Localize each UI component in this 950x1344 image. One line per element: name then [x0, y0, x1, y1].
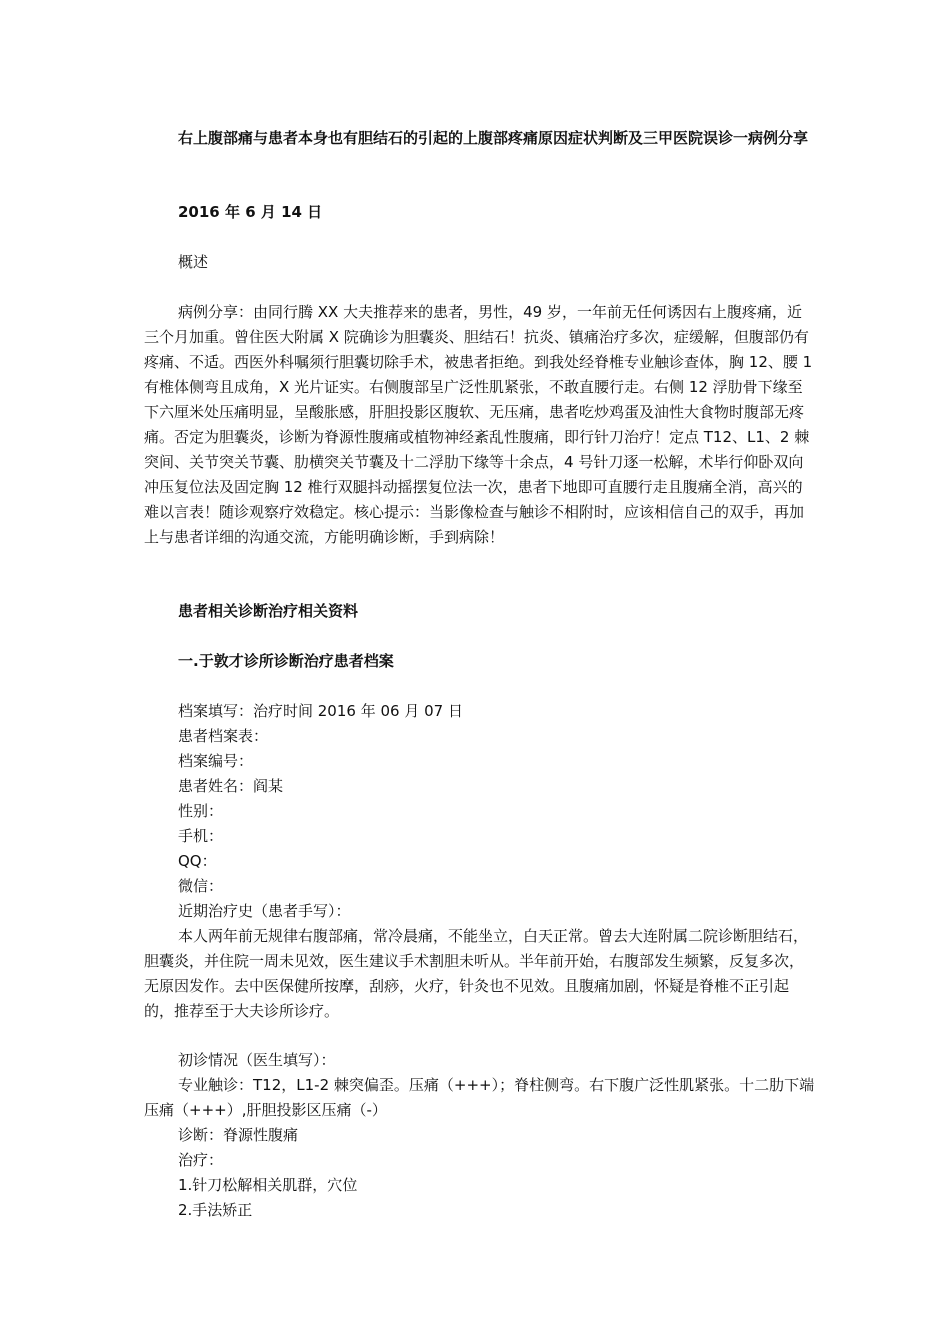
- history-text: 本人两年前无规律右腹部痛，常冷晨痛，不能坐立，白天正常。曾去大连附属二院诊断胆结石，胆囊炎，并住院一周未见效，医生建议手术割胆未听从。半年前开始，右腹部发生频繁，反复多次，无原因发作。去中医保健所按摩，刮痧，火疗，针灸也不见效。且腹痛加剧，怀疑是脊椎不正引起的，推荐至于大夫诊所诊疗。: [144, 927, 809, 1020]
- record-fill: 档案填写：治疗时间 2016 年 06 月 07 日: [178, 702, 463, 720]
- patient-record: [144, 699, 816, 1024]
- title-text: 右上腹部痛与患者本身也有胆结石的引起的上腹部疼痛原因症状判断及三甲医院误诊一病例分享: [178, 129, 809, 147]
- overview-paragraph: [144, 300, 816, 550]
- diagnosis-text: 诊断：脊源性腹痛: [178, 1126, 299, 1144]
- subsection-heading-text: 一.于敦才诊所诊断治疗患者档案: [178, 652, 394, 670]
- section-heading-text: 患者相关诊断治疗相关资料: [178, 602, 359, 620]
- record-qq: QQ：: [178, 852, 217, 870]
- subsection-heading: [144, 649, 850, 674]
- record-number: 档案编号：: [178, 752, 254, 770]
- initial-exam: [144, 1048, 816, 1223]
- overview-heading-text: 概述: [178, 253, 209, 271]
- section-heading: [144, 599, 850, 624]
- overview-text: 病例分享：由同行腾 XX 大夫推荐来的患者，男性，49 岁，一年前无任何诱因右上腹疼痛，近三个月加重。曾住医大附属 X 院确诊为胆囊炎、胆结石！抗炎、镇痛治疗多次，症缓解，但腹部仍有疼痛、不适。西医外科嘱须行胆囊切除手术，被患者拒绝。到我处经脊椎专业触诊查体，胸 12、腰 1 有椎体侧弯且成角，X 光片证实。右侧腹部呈广泛性肌紧张，不敢直腰行走。右侧 12 浮肋骨下缘至下六厘米处压痛明显，呈酸胀感，肝胆投影区腹软、无压痛，患者吃炒鸡蛋及油性大食物时腹部无疼痛。否定为胆囊炎，诊断为脊源性腹痛或植物神经紊乱性腹痛，即行针刀治疗！定点 T12、L1、2 棘突间、关节突关节囊、肋横突关节囊及十二浮肋下缘等十余点，4 号针刀逐一松解，术毕行仰卧双向冲压复位法及固定胸 12 椎行双腿抖动摇摆复位法一次，患者下地即可直腰行走且腹痛全消，高兴的难以言表！随诊观察疗效稳定。核心提示：当影像检查与触诊不相附时，应该相信自己的双手，再加上与患者详细的沟通交流，方能明确诊断，手到病除！: [144, 303, 813, 546]
- document-title: [144, 126, 816, 151]
- document-date: [144, 200, 850, 225]
- history-label: 近期治疗史（患者手写）：: [178, 902, 351, 920]
- record-name: 患者姓名：阎某: [178, 777, 284, 795]
- treatment-item-2: 2.手法矫正: [178, 1201, 253, 1219]
- overview-heading: [144, 250, 850, 275]
- treatment-item-1: 1.针刀松解相关肌群，穴位: [178, 1176, 358, 1194]
- record-table: 患者档案表：: [178, 727, 269, 745]
- palpation-text: 专业触诊：T12，L1-2 棘突偏歪。压痛（+++）；脊柱侧弯。右下腹广泛性肌紧张。十二肋下端压痛（+++）,肝胆投影区压痛（-）: [144, 1076, 815, 1119]
- record-gender: 性别：: [178, 802, 224, 820]
- record-wechat: 微信：: [178, 877, 224, 895]
- record-phone: 手机：: [178, 827, 224, 845]
- date-text: 2016 年 6 月 14 日: [178, 203, 323, 221]
- initial-label: 初诊情况（医生填写）：: [178, 1051, 336, 1069]
- treatment-label: 治疗：: [178, 1151, 224, 1169]
